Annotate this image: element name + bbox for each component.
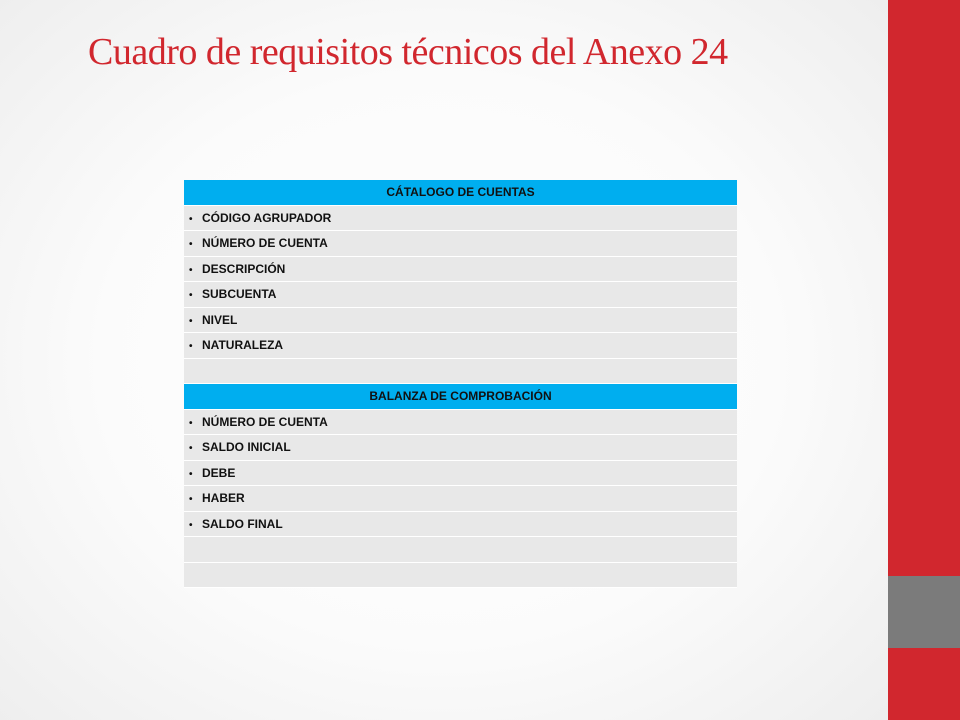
bullet-icon: • [189,264,193,276]
bullet-icon: • [189,417,193,429]
list-item [184,435,737,461]
table-row [184,231,737,257]
table-row [184,435,737,461]
empty-row [184,537,737,563]
list-item [184,282,737,308]
table-row [184,486,737,512]
bullet-icon: • [189,494,193,506]
bullet-icon: • [189,213,193,225]
list-item [184,486,737,512]
table-row [184,333,737,359]
bullet-icon: • [189,315,193,327]
list-item [184,256,737,282]
list-item-label: HABER [202,491,245,506]
side-red-block-bottom [888,648,960,720]
list-item-label: NÚMERO DE CUENTA [202,414,328,429]
list-item [184,307,737,333]
bullet-icon: • [189,519,193,531]
bullet-icon: • [189,468,193,480]
table-row [184,307,737,333]
table-row [184,256,737,282]
list-item-label: NATURALEZA [202,338,284,353]
list-item-label: DESCRIPCIÓN [202,261,286,276]
list-item-label: NÚMERO DE CUENTA [202,236,328,251]
table-row [184,409,737,435]
empty-row [184,562,737,588]
list-item [184,333,737,359]
side-decoration-bar [888,0,960,720]
table-row [184,511,737,537]
list-item [184,409,737,435]
empty-cell [184,537,737,563]
table-row [184,282,737,308]
list-item-label: NIVEL [202,312,238,327]
side-red-block-top [888,0,960,576]
table-row [184,205,737,231]
table-header-row [184,180,737,205]
list-item-label: SALDO INICIAL [202,440,291,455]
list-item [184,511,737,537]
list-item [184,205,737,231]
bullet-icon: • [189,443,193,455]
requirements-table [184,180,737,588]
list-item-label: DEBE [202,465,236,480]
side-gray-block [888,576,960,648]
list-item [184,460,737,486]
balanza-header: BALANZA DE COMPROBACIÓN [184,384,737,410]
empty-row [184,358,737,384]
catalogo-header: CÁTALOGO DE CUENTAS [184,180,737,205]
list-item-label: SUBCUENTA [202,287,277,302]
list-item [184,231,737,257]
bullet-icon: • [189,239,193,251]
list-item-label: CÓDIGO AGRUPADOR [202,210,332,225]
bullet-icon: • [189,341,193,353]
slide-title: Cuadro de requisitos técnicos del Anexo 24 [88,31,728,73]
table-header-row [184,384,737,410]
bullet-icon: • [189,290,193,302]
table-row [184,460,737,486]
list-item-label: SALDO FINAL [202,516,283,531]
empty-cell [184,358,737,384]
empty-cell [184,562,737,588]
